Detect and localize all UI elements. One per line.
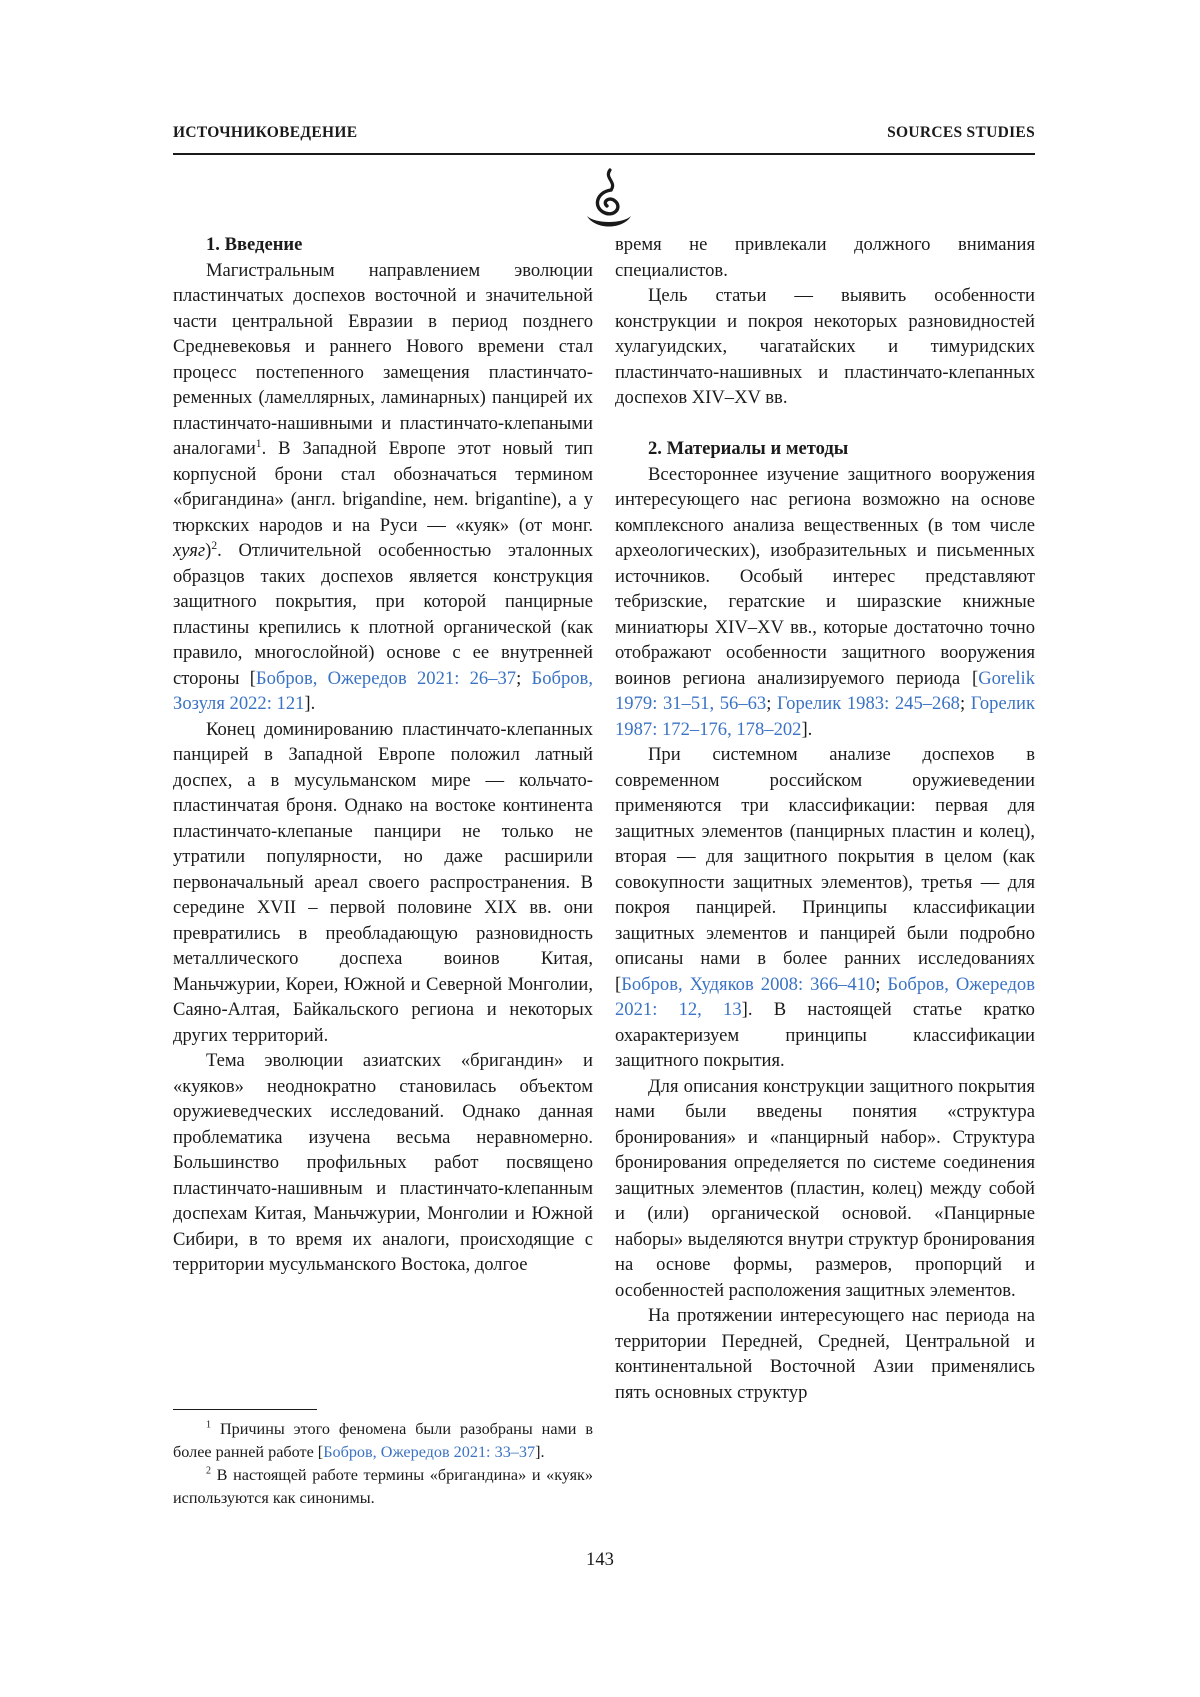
citation-link[interactable]: Горелик 1987: 172–176, 178–202 xyxy=(615,693,1035,740)
header-rule xyxy=(173,153,1035,155)
footnote-mark[interactable]: 1 xyxy=(255,437,262,450)
swirl-ornament-icon xyxy=(583,168,635,234)
left-column xyxy=(173,232,593,1278)
section-heading-introduction: 1. Введение xyxy=(206,234,303,255)
page-number: 143 xyxy=(586,1549,614,1570)
running-header xyxy=(173,124,1035,142)
citation-link[interactable]: Бобров, Ожередов 2021: 26–37 xyxy=(255,667,517,689)
section-heading-materials: 2. Материалы и методы xyxy=(648,438,849,459)
footnotes xyxy=(173,1418,593,1510)
footnote-mark[interactable]: 2 xyxy=(211,539,218,552)
right-column xyxy=(615,232,1035,1405)
footnote-number: 1 xyxy=(206,1419,212,1431)
paragraph: Всестороннее изучение защитного вооружения интересующего нас региона возможно на основе комплексного анализа вещественных (в том числе археологических), изобразительных и письменных источников. Особый интерес представляют тебризские, гератские и ширазские книжные миниатюры XIV–XV вв., которые достаточно точно отображают особенности защитного вооружения воинов региона анализируемого периода [Gorelik 1979: 31–51, 56–63; Горелик 1983: 245–268; Горелик 1987: 172–176, 178–202]. xyxy=(615,463,1035,740)
paragraph: На протяжении интересующего нас периода на территории Передней, Средней, Центральной и континентальной Восточной Азии применялись пять основных структур xyxy=(615,1305,1035,1403)
paragraph: Для описания конструкции защитного покрытия нами были введены понятия «структура бронирования» и «панцирный набор». Структура бронирования определяется по системе соединения защитных элементов (пластин, колец) между собой и (или) органической основой. «Панцирные наборы» выделяются внутри структур бронирования на основе формы, размеров, пропорций и особенностей расположения защитных элементов. xyxy=(615,1075,1035,1301)
paragraph: При системном анализе доспехов в современном российском оружиеведении применяются три классификации: первая для защитных элементов (панцирных пластин и колец), вторая — для защитного покрытия в целом (как совокупности защитных элементов), третья — для покроя панцирей. Принципы классификации защитных элементов и панцирей были подробно описаны нами в более ранних исследованиях [Бобров, Худяков 2008: 366–410; Бобров, Ожередов 2021: 12, 13]. В настоящей статье кратко охарактеризуем принципы классификации защитного покрытия. xyxy=(615,744,1035,1071)
paragraph: Магистральным направлением эволюции пластинчатых доспехов восточной и значительной части центральной Евразии в период позднего Средневековья и раннего Нового времени стал процесс постепенного замещения пластинчато-ременных (ламеллярных, ламинарных) панцирей их пластинчато-нашивными и пластинчато-клепаными аналогами$^1$. В Западной Европе этот новый тип корпусной брони стал обозначаться термином «бригандина» (англ. brigandine, нем. brigantine), а у тюркских народов и на Руси — «куяк» (от монг. хуяг)$^2$. Отличительной особенностью эталонных образцов таких доспехов является конструкция защитного покрытия, при которой панцирные пластины крепились к плотной органической (как правило, многослойной) основе с ее внутренней стороны [Бобров, Ожередов 2021: 26–37; Бобров, Зозуля 2022: 121]. xyxy=(173,259,593,714)
footnote: $^1$ Причины этого феномена были разобраны нами в более ранней работе [Бобров, Ожередов 2021: 33–37]. xyxy=(173,1419,593,1461)
citation-link[interactable]: Бобров, Ожередов 2021: 33–37 xyxy=(323,1443,536,1461)
paragraph-continued: время не привлекали должного внимания специалистов. xyxy=(615,234,1035,281)
paragraph: Тема эволюции азиатских «бригандин» и «куяков» неоднократно становилась объектом оружиеведческих исследований. Однако данная проблематика изучена весьма неравномерно. Большинство профильных работ посвящено пластинчато-нашивным и пластинчато-клепанным доспехам Китая, Маньчжурии, Монголии и Южной Сибири, в то время их аналоги, происходящие с территории мусульманского Востока, долгое xyxy=(173,1050,593,1275)
citation-link[interactable]: Бобров, Ожередов 2021: 12, 13 xyxy=(615,973,1035,1020)
paragraph: Цель статьи — выявить особенности конструкции и покроя некоторых разновидностей хулагуидских, чагатайских и тимуридских пластинчато-нашивных и пластинчато-клепанных доспехов XIV–XV вв. xyxy=(615,285,1035,408)
citation-link[interactable]: Бобров, Худяков 2008: 366–410 xyxy=(621,973,876,995)
header-section-en: SOURCES STUDIES xyxy=(887,124,1035,141)
paragraph: Конец доминированию пластинчато-клепанных панцирей в Западной Европе положил латный доспех, а в мусульманском мире — кольчато-пластинчатая броня. Однако на востоке континента пластинчато-клепаные панцири не только не утратили популярности, но даже расширили первоначальный ареал своего распространения. В середине XVII – первой половине XIX вв. они превратились в преобладающую разновидность металлического доспеха воинов Китая, Маньчжурии, Кореи, Южной и Северной Монголии, Саяно-Алтая, Байкальского региона и некоторых других территорий. xyxy=(173,718,593,1046)
citation-link[interactable]: Горелик 1983: 245–268 xyxy=(777,693,960,714)
header-section-ru: ИСТОЧНИКОВЕДЕНИЕ xyxy=(173,124,358,141)
footnote: $^2$ В настоящей работе термины «бригандина» и «куяк» используются как синонимы. xyxy=(173,1465,593,1507)
footnote-number: 2 xyxy=(206,1465,212,1477)
footnote-rule xyxy=(173,1409,317,1410)
citation-link[interactable]: Бобров, Зозуля 2022: 121 xyxy=(173,667,593,714)
spacer xyxy=(615,411,1035,437)
citation-link[interactable]: Gorelik 1979: 31–51, 56–63 xyxy=(615,667,1035,714)
